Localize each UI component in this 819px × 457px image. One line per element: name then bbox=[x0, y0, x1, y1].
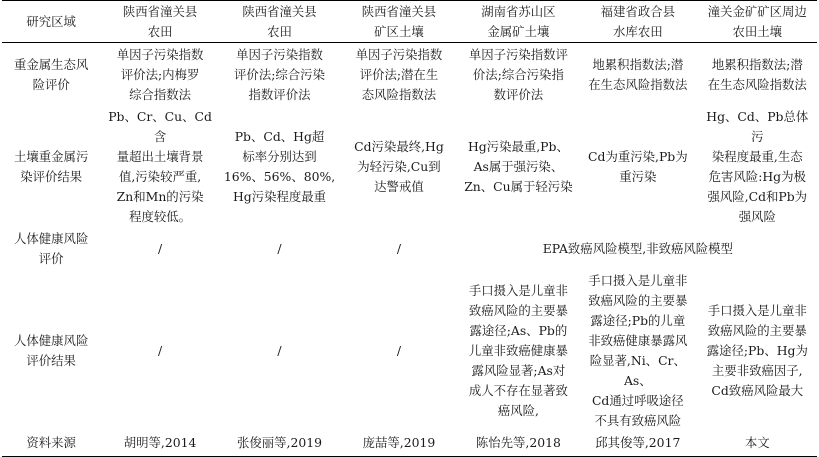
table-cell: 手口摄入是儿童非 致癌风险的主要暴 露途径;Pb的儿童 非致癌健康暴露风 险显著,Ni、Cr、As、 Cd通过呼吸途径 不具有致癌风险 bbox=[588, 272, 688, 428]
table-cell: 本文 bbox=[698, 431, 817, 457]
table-cell: / bbox=[157, 342, 163, 358]
header-text: 福建省政合县 水库农田 bbox=[600, 3, 675, 39]
row-label: 人体健康风险 评价结果 bbox=[14, 332, 89, 368]
table-row bbox=[2, 107, 817, 227]
comparison-table bbox=[2, 0, 817, 457]
table-cell: / bbox=[277, 342, 282, 358]
header-region-2 bbox=[220, 1, 339, 43]
header-text: 湖南省苏山区 金属矿土壤 bbox=[481, 3, 556, 39]
header-text: 陕西省潼关县 矿区土壤 bbox=[361, 3, 437, 39]
row-label: 重金属生态风 险评价 bbox=[14, 56, 89, 92]
table-cell: Hg、Cd、Pb总体污 染程度最重,生态 危害风险:Hg为极 强风险,Cd和Pb为 强风险 bbox=[706, 108, 809, 224]
table-cell: 邱其俊等,2017 bbox=[578, 431, 697, 457]
table-row bbox=[2, 227, 817, 271]
header-text: 潼关金矿矿区周边 农田土壤 bbox=[707, 3, 807, 39]
table-cell: 胡明等,2014 bbox=[100, 431, 219, 457]
table-cell: 单因子污染指数 评价法;内梅罗 综合指数法 bbox=[116, 46, 204, 102]
row-label: 资料来源 bbox=[2, 431, 100, 457]
table-cell: Cd污染最终,Hg 为轻污染,Cu到 达警戒值 bbox=[354, 138, 444, 194]
table-cell: 单因子污染指数 评价法;潜在生 态风险指数法 bbox=[355, 46, 443, 102]
table-cell: / bbox=[157, 240, 163, 256]
table-row bbox=[2, 43, 817, 107]
header-region-3 bbox=[339, 1, 458, 43]
header-text: 陕西省潼关县 农田 bbox=[122, 3, 198, 39]
header-region-6 bbox=[698, 1, 817, 43]
header-region-5 bbox=[578, 1, 697, 43]
table-cell: 张俊丽等,2019 bbox=[220, 431, 339, 457]
header-text: 陕西省潼关县 农田 bbox=[242, 3, 317, 39]
table-cell: Cd为重污染,Pb为 重污染 bbox=[588, 148, 688, 184]
header-region-1 bbox=[100, 1, 219, 43]
table-cell: / bbox=[277, 240, 282, 256]
table-cell: 手口摄入是儿童非 致癌风险的主要暴 露途径;As、Pb的 儿童非致癌健康暴 露风险显著;As对 成人不存在显著致 癌风险, bbox=[468, 282, 568, 418]
header-region-4 bbox=[459, 1, 578, 43]
table-row bbox=[2, 271, 817, 431]
table-cell: 单因子污染指数 评价法;综合污染 指数评价法 bbox=[234, 46, 325, 102]
table-cell: 地累积指数法;潜 在生态风险指数法 bbox=[588, 56, 688, 92]
table-cell: 陈怡先等,2018 bbox=[459, 431, 578, 457]
table-cell: / bbox=[396, 240, 402, 256]
table-row bbox=[2, 431, 817, 457]
table-cell: 庞喆等,2019 bbox=[339, 431, 458, 457]
table-cell: 单因子污染指数评 价法;综合污染指 数评价法 bbox=[468, 46, 568, 102]
row-label: 人体健康风险 评价 bbox=[14, 230, 89, 266]
table-cell: Hg污染最重,Pb、 As属于强污染、 Zn、Cu属于轻污染 bbox=[464, 138, 573, 194]
header-row bbox=[2, 1, 817, 43]
table-cell: / bbox=[396, 342, 402, 358]
row-label: 土壤重金属污 染评价结果 bbox=[14, 148, 89, 184]
header-research-area: 研究区域 bbox=[2, 1, 100, 43]
merged-cell: EPA致癌风险模型,非致癌风险模型 bbox=[542, 240, 733, 256]
table-cell: Pb、Cd、Hg超 标率分别达到 16%、56%、80%, Hg污染程度最重 bbox=[223, 128, 336, 204]
table-cell: 手口摄入是儿童非 致癌风险的主要暴 露途径;Pb、Hg为 主要非致癌因子, Cd致癌风险最大 bbox=[706, 302, 808, 398]
table-cell: Pb、Cr、Cu、Cd含 量超出土壤背景 值,污染较严重, Zn和Mn的污染 程度较低。 bbox=[108, 108, 212, 224]
table-cell: 地累积指数法;潜 在生态风险指数法 bbox=[707, 56, 807, 92]
